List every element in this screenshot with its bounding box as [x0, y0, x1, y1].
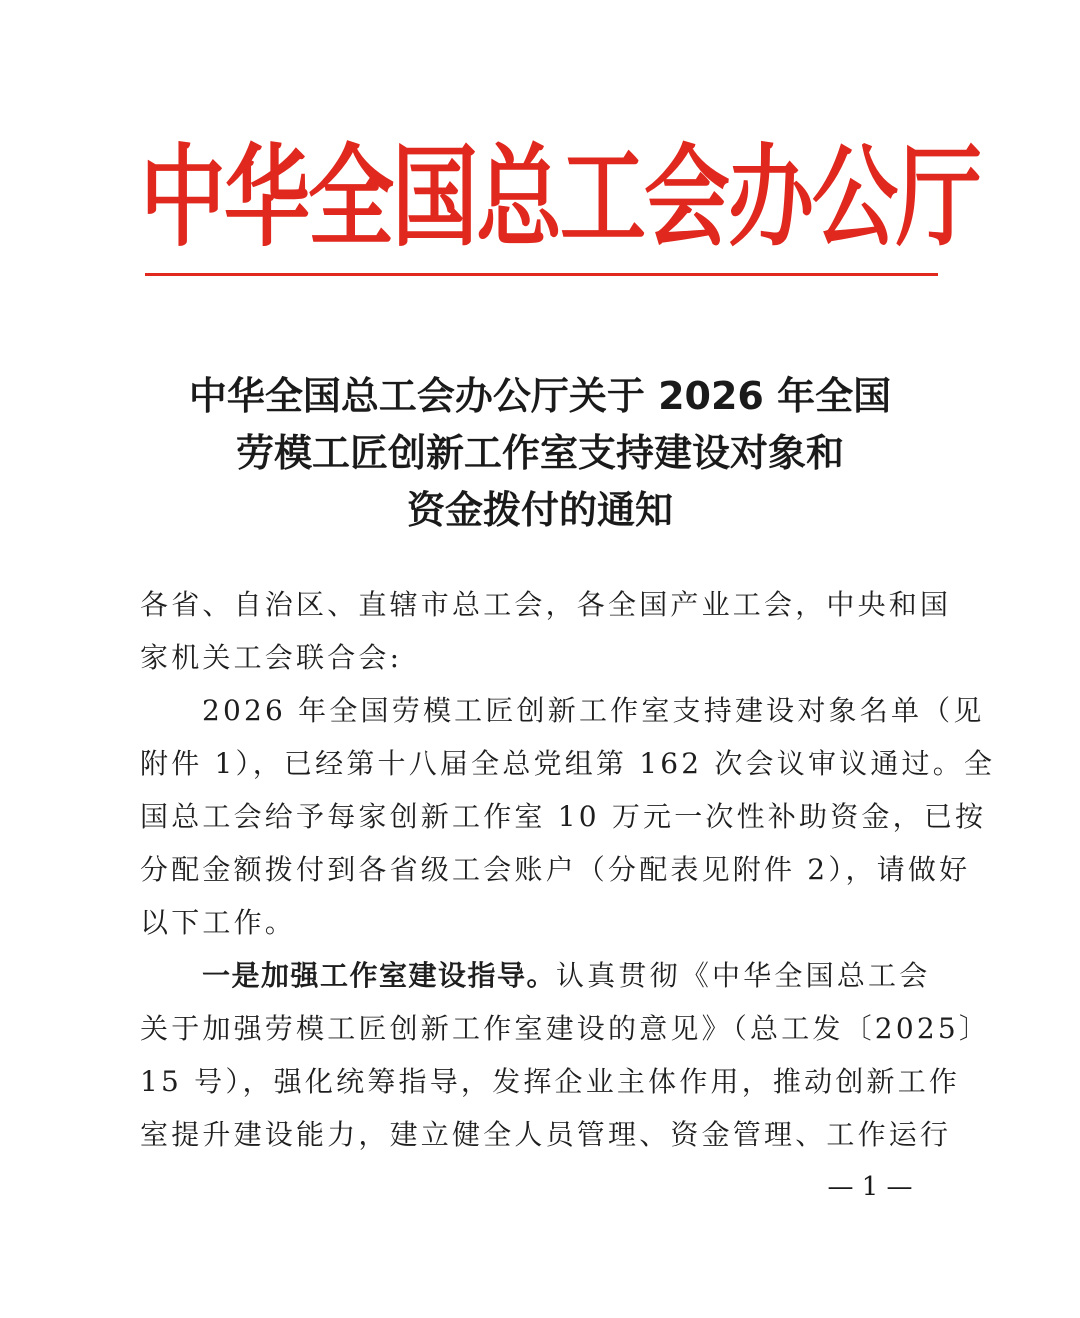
- document-masthead: 中华全国总工会办公厅: [140, 133, 980, 263]
- paragraph2-heading: 一是加强工作室建设指导。: [202, 959, 557, 992]
- paragraph1-line-1: 2026 年全国劳模工匠创新工作室支持建设对象名单（见: [202, 694, 985, 727]
- paragraph2-line-1: [140, 949, 940, 1002]
- title-line-1: 中华全国总工会办公厅关于 2026 年全国: [188, 374, 892, 418]
- paragraph2-line-3: 15 号），强化统筹指导，发挥企业主体作用，推动创新工作: [140, 1065, 961, 1098]
- paragraph1-line-4: 分配金额拨付到各省级工会账户（分配表见附件 2），请做好: [140, 853, 971, 886]
- paragraph1-line-2: 附件 1），已经第十八届全总党组第 162 次会议审议通过。全: [140, 747, 996, 780]
- paragraph2-line-2: 关于加强劳模工匠创新工作室建设的意见》（总工发〔2025〕: [140, 1012, 991, 1045]
- title-line-3: 资金拨付的通知: [406, 488, 673, 532]
- title-line-2: 劳模工匠创新工作室支持建设对象和: [235, 431, 844, 475]
- salutation-line-1: 各省、自治区、直辖市总工会，各全国产业工会，中央和国: [140, 588, 952, 621]
- salutation-line-2: 家机关工会联合会:: [140, 641, 403, 674]
- paragraph1-line-3: 国总工会给予每家创新工作室 10 万元一次性补助资金，已按: [140, 800, 987, 833]
- masthead-divider: [145, 273, 938, 276]
- page-number: — 1 —: [827, 1172, 913, 1202]
- document-title: [100, 368, 980, 539]
- paragraph1-line-5: 以下工作。: [140, 906, 297, 939]
- paragraph2-line-1-text: 认真贯彻《中华全国总工会: [556, 959, 931, 992]
- paragraph2-line-4: 室提升建设能力，建立健全人员管理、资金管理、工作运行: [140, 1118, 952, 1151]
- document-body: [140, 578, 996, 1161]
